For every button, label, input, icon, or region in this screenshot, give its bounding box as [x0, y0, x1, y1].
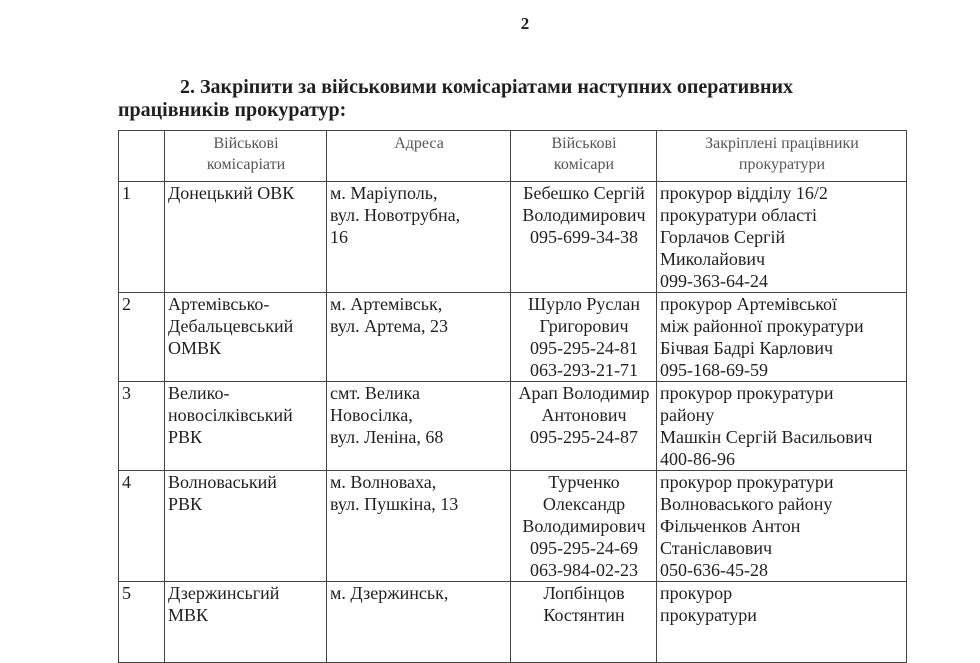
commissar-cell: [511, 471, 657, 582]
cell-line: смт. Велика: [330, 383, 420, 403]
cell-line: Волноваський: [168, 472, 277, 492]
commissariat-cell: [165, 293, 327, 382]
prosecutor-cell: [657, 182, 907, 293]
table-row: [119, 382, 907, 471]
address-cell: [327, 293, 511, 382]
cell-line: Горлачов Сергій: [660, 227, 786, 247]
cell-line: РВК: [168, 494, 203, 514]
cell-line: прокурор відділу 16/2: [660, 183, 828, 203]
cell-line: Волноваського району: [660, 494, 833, 514]
header-commissar: [511, 131, 657, 182]
cell-line: 095-295-24-81: [530, 338, 638, 358]
address-cell: [327, 582, 511, 663]
cell-line: Шурло Руслан: [527, 294, 640, 314]
commissariat-cell: [165, 582, 327, 663]
header-text: Військові: [213, 135, 279, 152]
table-row: [119, 582, 907, 663]
cell-line: Бебешко Сергій: [523, 183, 645, 203]
prosecutor-cell: [657, 582, 907, 663]
cell-line: 063-984-02-23: [530, 560, 638, 580]
cell-line: Фільченков Антон: [660, 516, 801, 536]
prosecutor-cell: [657, 382, 907, 471]
address-cell: [327, 471, 511, 582]
heading-line-1: 2. Закріпити за військовими комісаріатами наступних оперативних: [180, 76, 794, 98]
cell-line: Лопбінцов: [543, 583, 625, 603]
header-text: Адреса: [394, 135, 444, 152]
address-cell: [327, 382, 511, 471]
cell-line: Антонович: [541, 405, 627, 425]
cell-line: між районної прокуратури: [660, 316, 864, 336]
cell-line: прокурор Артемівської: [660, 294, 838, 314]
cell-line: Донецький ОВК: [168, 183, 295, 203]
assignment-table: [118, 130, 907, 663]
cell-line: Турченко: [548, 472, 620, 492]
section-heading: [118, 76, 908, 122]
row-number: 1: [119, 182, 165, 293]
cell-line: Олександр: [542, 494, 626, 514]
cell-line: Станіславович: [660, 538, 772, 558]
header-commissariat: [165, 131, 327, 182]
page-number: 2: [520, 14, 530, 33]
prosecutor-cell: [657, 471, 907, 582]
cell-line: вул. Пушкіна, 13: [330, 494, 459, 514]
cell-line: Велико-: [168, 383, 230, 403]
cell-line: Новосілка,: [330, 405, 413, 425]
cell-line: вул. Артема, 23: [330, 316, 448, 336]
header-prosecutor: [657, 131, 907, 182]
cell-line: 095-295-24-69: [530, 538, 638, 558]
commissariat-cell: [165, 382, 327, 471]
cell-line: прокурор прокуратури: [660, 383, 834, 403]
cell-line: 063-293-21-71: [530, 360, 638, 380]
cell-line: 400-86-96: [660, 449, 735, 469]
cell-line: 095-295-24-87: [530, 427, 638, 447]
header-text: Закріплені працівники: [705, 135, 859, 152]
cell-line: МВК: [168, 605, 209, 625]
cell-line: вул. Леніна, 68: [330, 427, 444, 447]
cell-line: ОМВК: [168, 338, 222, 358]
cell-line: 050-636-45-28: [660, 560, 768, 580]
prosecutor-cell: [657, 293, 907, 382]
row-number: 2: [119, 293, 165, 382]
cell-line: Дебальцевський: [168, 316, 294, 336]
cell-line: Миколайович: [660, 249, 766, 269]
table-row: [119, 293, 907, 382]
cell-line: 095-699-34-38: [530, 227, 638, 247]
cell-line: прокуратури: [660, 605, 757, 625]
cell-line: Григорович: [539, 316, 629, 336]
cell-line: Костянтин: [543, 605, 625, 625]
table-row: [119, 182, 907, 293]
cell-line: Машкін Сергій Васильович: [660, 427, 873, 447]
cell-line: Артемівсько-: [168, 294, 270, 314]
cell-line: району: [660, 405, 715, 425]
cell-line: м. Волноваха,: [330, 472, 437, 492]
header-number: [119, 131, 165, 182]
commissar-cell: [511, 382, 657, 471]
cell-line: м. Маріуполь,: [330, 183, 438, 203]
row-number: 3: [119, 382, 165, 471]
commissariat-cell: [165, 471, 327, 582]
header-text: комісари: [553, 156, 615, 173]
cell-line: Володимирович: [522, 205, 646, 225]
cell-line: Володимирович: [522, 516, 646, 536]
cell-line: РВК: [168, 427, 203, 447]
cell-line: 16: [330, 227, 348, 247]
header-text: комісаріати: [206, 156, 286, 173]
cell-line: м. Артемівськ,: [330, 294, 443, 314]
commissar-cell: [511, 293, 657, 382]
cell-line: м. Дзержинськ,: [330, 583, 449, 603]
cell-line: вул. Новотрубна,: [330, 205, 461, 225]
heading-line-2: працівників прокуратур:: [118, 99, 347, 121]
cell-line: Дзержинсьгий: [168, 583, 280, 603]
row-number: 4: [119, 471, 165, 582]
row-number: 5: [119, 582, 165, 663]
cell-line: Арап Володимир: [518, 383, 650, 403]
cell-line: прокурор прокуратури: [660, 472, 834, 492]
address-cell: [327, 182, 511, 293]
cell-line: 099-363-64-24: [660, 271, 768, 291]
commissar-cell: [511, 582, 657, 663]
cell-line: новосілківський: [168, 405, 293, 425]
commissariat-cell: [165, 182, 327, 293]
header-text: прокуратури: [738, 156, 826, 173]
table-header-row: [119, 131, 907, 182]
cell-line: Бічвая Бадрі Карлович: [660, 338, 834, 358]
table-row: [119, 471, 907, 582]
commissar-cell: [511, 182, 657, 293]
cell-line: прокуратури області: [660, 205, 817, 225]
cell-line: прокурор: [660, 583, 733, 603]
cell-line: 095-168-69-59: [660, 360, 768, 380]
header-text: Військові: [551, 135, 617, 152]
header-address: [327, 131, 511, 182]
